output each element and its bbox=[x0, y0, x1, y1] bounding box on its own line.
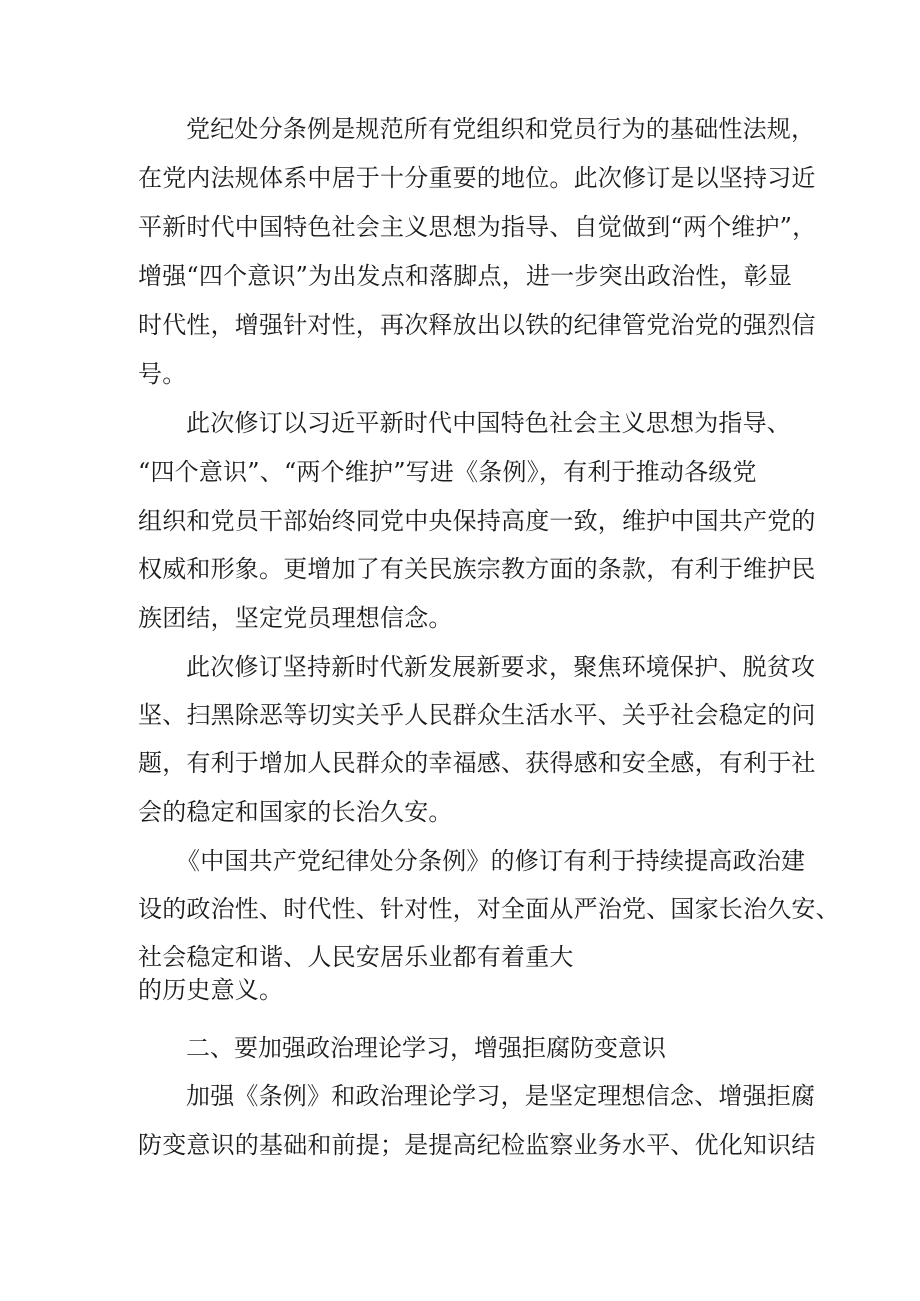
paragraph-3-line-2: 坚、扫黑除恶等切实关乎人民群众生活水平、关乎社会稳定的问 bbox=[138, 701, 816, 729]
paragraph-4-line-1: 《中国共产党纪律处分条例》的修订有利于持续提高政治建 bbox=[176, 847, 806, 875]
paragraph-2-line-4: 权威和形象。更增加了有关民族宗教方面的条款，有利于维护民 bbox=[138, 555, 816, 583]
paragraph-4-line-3: 社会稳定和谐、人民安居乐业都有着重大 bbox=[138, 943, 574, 971]
paragraph-5-line-2: 防变意识的基础和前提；是提高纪检监察业务水平、优化知识结 bbox=[138, 1131, 816, 1159]
paragraph-3-line-3: 题，有利于增加人民群众的幸福感、获得感和安全感，有利于社 bbox=[138, 749, 816, 777]
paragraph-1-line-1: 党纪处分条例是规范所有党组织和党员行为的基础性法规， bbox=[186, 115, 816, 143]
paragraph-4-line-2: 设的政治性、时代性、针对性，对全面从严治党、国家长治久安、 bbox=[138, 895, 840, 923]
paragraph-1-line-2: 在党内法规体系中居于十分重要的地位。此次修订是以坚持习近 bbox=[138, 164, 816, 192]
paragraph-1-line-6: 号。 bbox=[138, 360, 187, 388]
paragraph-2-line-5: 族团结，坚定党员理想信念。 bbox=[138, 604, 453, 632]
paragraph-3-line-1: 此次修订坚持新时代新发展新要求，聚焦环境保护、脱贫攻 bbox=[186, 653, 816, 681]
paragraph-5-line-1: 加强《条例》和政治理论学习，是坚定理想信念、增强拒腐 bbox=[186, 1082, 816, 1110]
paragraph-2-line-2: “四个意识”、“两个维护”写进《条例》，有利于推动各级党 bbox=[138, 458, 757, 486]
paragraph-1-line-5: 时代性，增强针对性，再次释放出以铁的纪律管党治党的强烈信 bbox=[138, 311, 816, 339]
section-heading: 二、要加强政治理论学习，增强拒腐防变意识 bbox=[186, 1034, 666, 1062]
paragraph-1-line-4: 增强“四个意识”为出发点和落脚点，进一步突出政治性，彰显 bbox=[138, 262, 793, 290]
paragraph-2-line-3: 组织和党员干部始终同党中央保持高度一致，维护中国共产党的 bbox=[138, 507, 816, 535]
paragraph-4-line-4: 的历史意义。 bbox=[138, 976, 284, 1004]
paragraph-2-line-1: 此次修订以习近平新时代中国特色社会主义思想为指导、 bbox=[186, 409, 791, 437]
paragraph-3-line-4: 会的稳定和国家的长治久安。 bbox=[138, 798, 453, 826]
paragraph-1-line-3: 平新时代中国特色社会主义思想为指导、自觉做到“两个维护”， bbox=[138, 213, 817, 241]
